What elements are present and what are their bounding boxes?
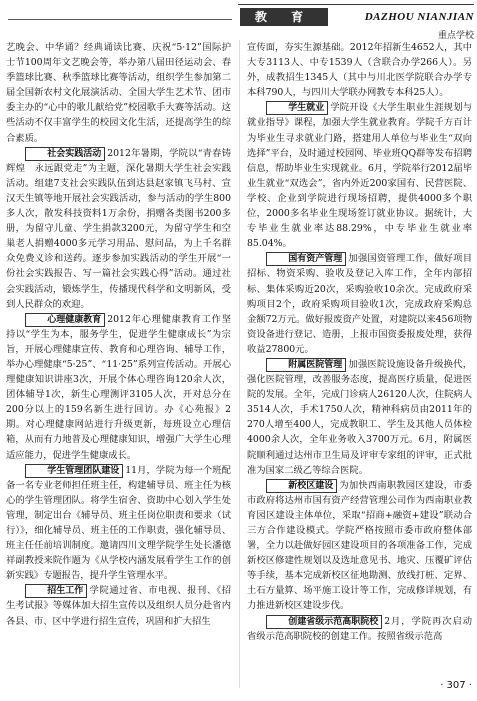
paragraph bbox=[247, 100, 472, 251]
paragraph-text: 11月，学院为每一个班配备一名专业老师担任班主任，构建辅导员、班主任为核心的学生管理团队。将学生宿舍、资助中心划入学生处管理，制定出台《辅导员、班主任岗位职责和要求（试行）》，细化辅导员、班主任的工作职责，强化辅导员、班主任任前培训制度。邀请四川文理学院学生处长潘德祥副教授来院作题为《从学校内涵发展看学生工作的创新实践》专题报告，提升学生管理水平。 bbox=[6, 464, 231, 582]
subsection-title: 重点学校 bbox=[437, 31, 474, 41]
section-tag: 社会实践活动 bbox=[25, 147, 106, 161]
section-tag: 创建省级示范高职院校 bbox=[266, 615, 383, 629]
section-title: 教 育 bbox=[240, 8, 328, 26]
section-tag: 心理健康教育 bbox=[25, 313, 106, 327]
paragraph bbox=[6, 312, 231, 463]
section-tag: 国有资产管理 bbox=[266, 252, 347, 266]
page-number: · 307 · bbox=[440, 680, 472, 691]
paragraph: 艺晚会、中华诵？经典诵读比赛、庆祝“5·12”国际护士节100周年文艺晚会等，举办第八届田径运动会、春季篮球比赛、秋季篮球比赛等活动，组织学生参加第二届全国新农村文化展演活动、全国大学生艺术节、团市委主办的“心中的歌儿献给党”校园歌手大赛等活动。这些活动不仅丰富学生的校园文化生活，还提高学生的综合素质。 bbox=[6, 42, 231, 144]
section-tag: 附属医院管理 bbox=[266, 358, 347, 372]
paragraph-text: 加强医院设施设备升级换代，强化医院管理，改善服务态度，提高医疗质量，促进医院的发展。全年，完成门诊病人26120人次，住院病人3514人次，手术1750人次，精神科病员由2011年的270人增至400人，完成教职工、学生及其他人员体检4000余人次，全年业务收入3700万元。6月，附属医院顺利通过达州市卫生局及评审专家组的评审，正式批准为国家二级乙等综合医院。 bbox=[247, 358, 472, 476]
paragraph-text: 2012年暑期，学院以“青春铸辉煌 永远跟党走”为主题，深化暑期大学生社会实践活动。组建7支社会实践队伍到达县赵家镇飞马村、宣汉天生镇等地开展社会实践活动，参与活动的学生800多人次，散发科技资料1万余份，捐赠各类图书200多册，为留守儿童、学生捐款3200元，为留守学生和空巢老人捐赠4000多元学习用品、慰问品，为上千名群众免费义诊和送药。逐步参加实践活动的学生开展“一份社会实践报告、写一篇社会实践心得”活动。通过社会实践活动，锻炼学生，传播现代科学和文明新风，受到人民群众的欢迎。 bbox=[6, 147, 231, 310]
paragraph bbox=[247, 478, 472, 614]
paragraph: 宣传面，夯实生源基础。2012年招新生4652人，其中大专3113人、中专1539人（含联合办学266人）。另外，成教招生1345人（其中与川北医学院联合办学专本科790人，与四川大学联办网教专本科25人）。 bbox=[247, 42, 472, 99]
section-tag: 学生管理团队建设 bbox=[25, 464, 124, 478]
paragraph-text: 2012年心理健康教育工作坚持以“学生为本，服务学生，促进学生健康成长”为宗旨，开展心理健康宣传、教育和心理咨询、辅导工作，举办心理健康“5·25”、“11·25”系列宣传活动。开展心理健康知识讲座3次，开展个体心理咨询120余人次，团体辅导1次，新生心理测评3105人次，开对总分在200分以上的159名新生进行回访。办《心苑报》2期。对心理健康网站进行升级更新，每班设立心理信箱，从而有力地普及心理健康知识，增强广大学生心理适应能力，促进学生健康成长。 bbox=[6, 313, 231, 461]
paragraph bbox=[247, 251, 472, 357]
paragraph-text: 为加快西南职教园区建设，市委市政府将达州市国有资产经营管理公司作为西南职业教育园区建设主体单位，采取“招商+融资+建设”联动合三方合作建设模式。学院严格按照市委市政府整体部署，全力以赴做好园区建设项目的各项准备工作，完成新校区修建性规划以及选址意见书、地灾、压覆矿评估等手续，基本完成新校区征地勘测、放线打桩、定界、土石方量算、场平施工设计等工作，完成修详规划，有力推进新校区建设步伐。 bbox=[247, 479, 472, 612]
paragraph-text: 学院通过省、市电视、报刊、《招生考试报》等媒体加大招生宣传以及组织人员分赴省内各县、市、区中学进行招生宣传，巩固和扩大招生 bbox=[6, 585, 231, 627]
column-divider bbox=[239, 40, 240, 688]
paragraph bbox=[6, 583, 231, 628]
paragraph-text: 2月，学院再次启动省级示范高职院校的创建工作。按照省级示范高 bbox=[247, 615, 472, 642]
header-rule bbox=[8, 19, 232, 20]
publication-name: DAZHOU NIANJIAN bbox=[364, 11, 474, 23]
section-tag: 新校区建设 bbox=[266, 479, 338, 493]
paragraph bbox=[247, 614, 472, 644]
section-tag: 学生就业 bbox=[266, 101, 329, 115]
page-header bbox=[0, 0, 477, 40]
paragraph bbox=[247, 357, 472, 478]
paragraph-text: 学院开设《大学生职业生涯规划与就业指导》课程，加强大学生就业教育。学院千方百计为毕业生寻求就业门路，搭建用人单位与毕业生“双向选择”平台，及时通过校园网、毕业班QQ群等发布招聘信息，帮助毕业生实现就业。6月，学院举行2012届毕业生就业“双选会”，省内外近200家国有、民营医院、学校、企业到学院进行现场招聘，提供4000多个职位，2000多名毕业生现场签订就业协议。据统计，大专毕业生就业率达88.29%，中专毕业生就业率85.04%。 bbox=[247, 102, 472, 250]
paragraph bbox=[6, 463, 231, 584]
paragraph-text: 加强国资管理工作，做好项目招标、物资采购、验收及登记入库工作，全年内部招标、集体采购近20次，采购验收10余次。完成政府采购项目2个，政府采购项目验收1次，完成政府采购总金额72万元。做好报废资产处置，对建院以来456项物资设备进行登记、造册，上报市国资委报废处理，获得收益27800元。 bbox=[247, 253, 472, 355]
paragraph bbox=[6, 146, 231, 312]
left-column bbox=[6, 40, 231, 629]
section-tag: 招生工作 bbox=[25, 584, 88, 598]
right-column bbox=[247, 40, 472, 644]
